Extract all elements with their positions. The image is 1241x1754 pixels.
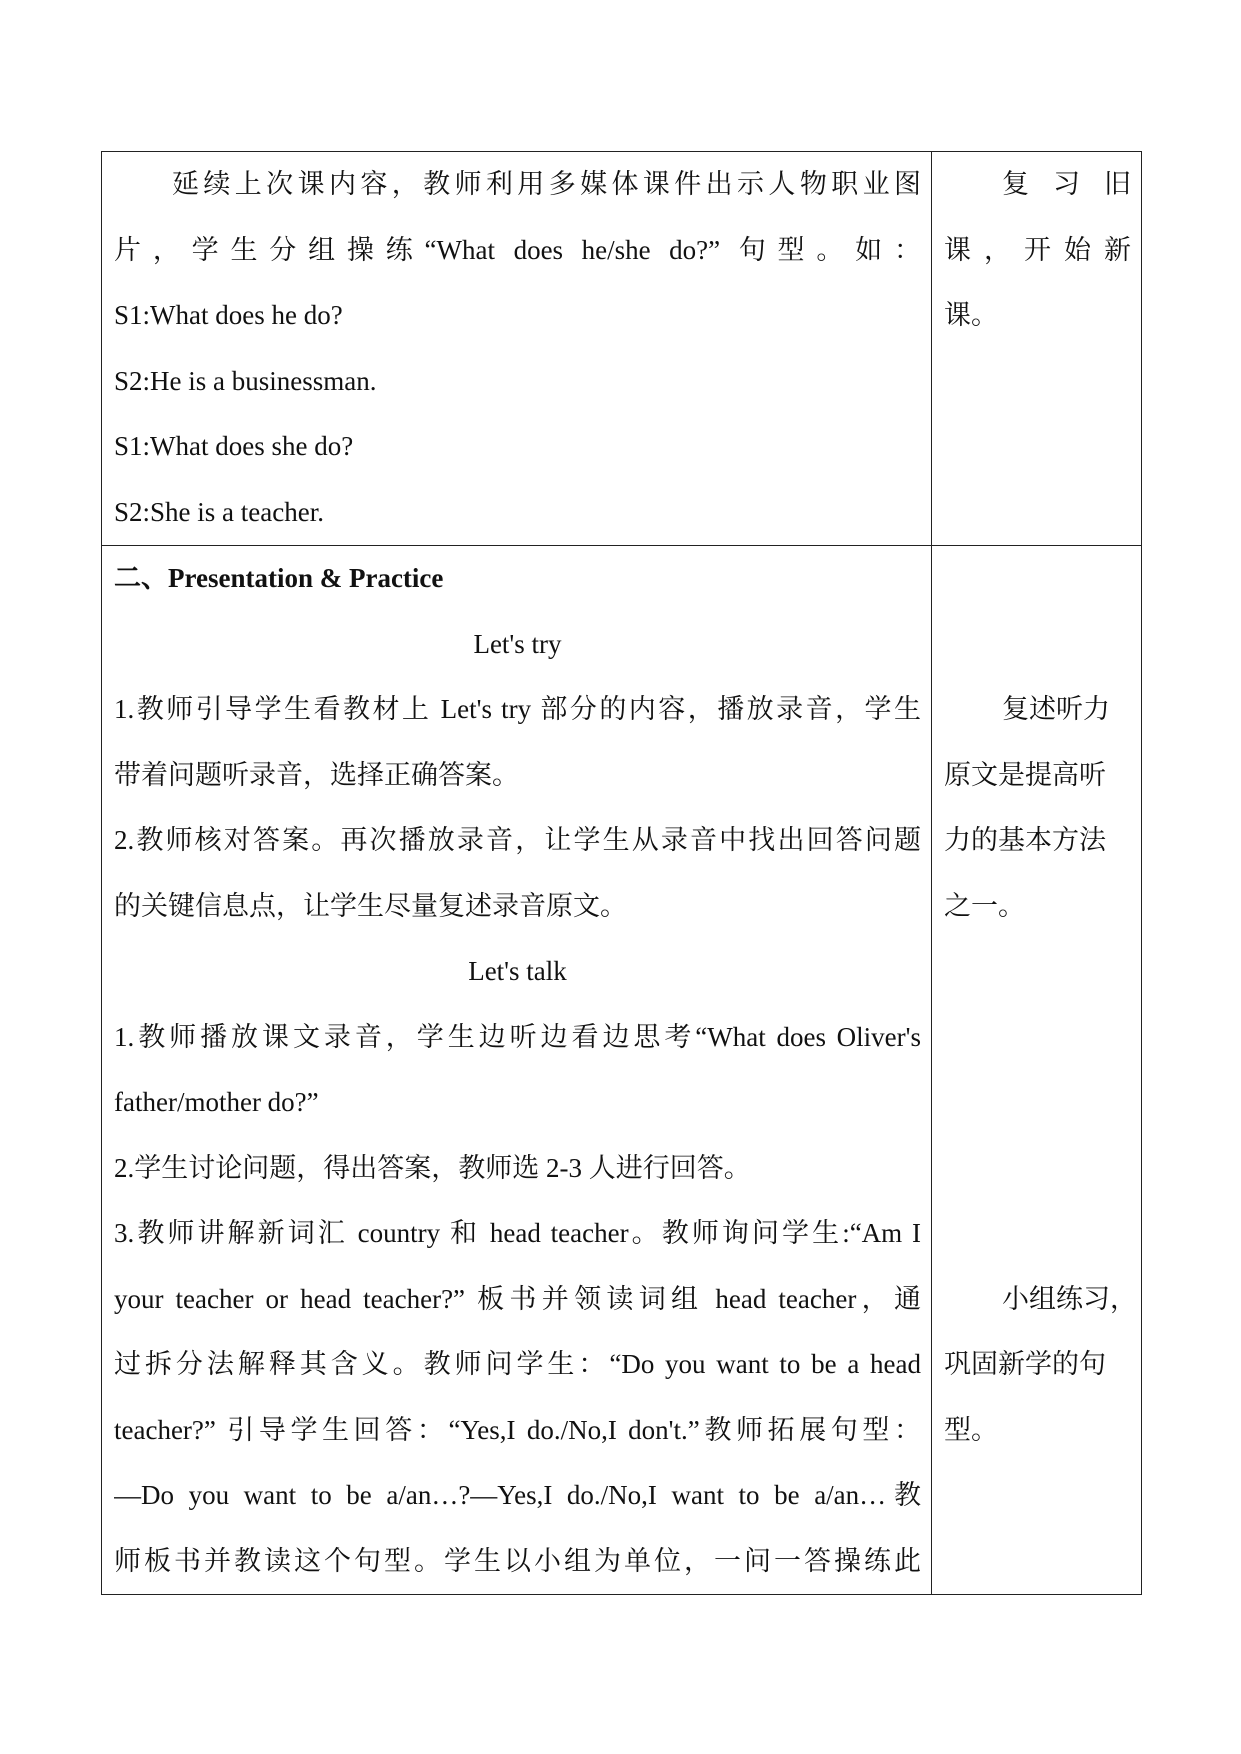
paragraph-line: 延续上次课内容，教师利用多媒体课件出示人物职业图 <box>172 169 921 199</box>
note-line: 力的基本方法 <box>944 825 1106 855</box>
paragraph-line: 2.教师核对答案。再次播放录音，让学生从录音中找出回答问题 <box>114 825 921 855</box>
note-line: 之一。 <box>944 890 1025 921</box>
note-line: 原文是提高听 <box>944 759 1106 790</box>
note-line: 型。 <box>944 1414 998 1445</box>
paragraph-line: teacher?” 引导学生回答：“Yes,I do./No,I don't.”教师拓展句型： <box>114 1414 921 1445</box>
design-intent-cell <box>932 152 1142 546</box>
spacer <box>944 1005 1131 1071</box>
paragraph-line: 片，学生分组操练“What does he/she do?” 句型。如： <box>114 234 921 265</box>
dialogue-line: S1:What does he do? <box>114 300 343 330</box>
subsection-heading: Let's talk <box>468 956 567 986</box>
note-line: 复述听力 <box>1002 694 1110 724</box>
lesson-plan-table <box>101 151 1142 1595</box>
paragraph-line: 3.教师讲解新词汇 country 和 head teacher。教师询问学生:“Am I <box>114 1218 921 1248</box>
note-line: 小组练习， <box>1002 1283 1137 1314</box>
design-intent-cell <box>932 546 1142 1595</box>
paragraph-line: 带着问题听录音，选择正确答案。 <box>114 759 519 790</box>
paragraph-line: —Do you want to be a/an…?—Yes,I do./No,I want to be a/an…教 <box>114 1480 921 1510</box>
procedure-cell <box>102 546 932 1595</box>
note-line: 课 ， 开 始 新 <box>944 234 1131 265</box>
note-line: 课。 <box>944 300 998 330</box>
paragraph-line: 过拆分法解释其含义。教师问学生：“Do you want to be a head <box>114 1349 921 1379</box>
note-line: 复 习 旧 <box>1002 169 1131 199</box>
spacer <box>944 546 1131 612</box>
section-heading: 二、Presentation & Practice <box>114 563 444 593</box>
table-row <box>102 546 1142 1595</box>
spacer <box>944 1136 1131 1202</box>
table-row <box>102 152 1142 546</box>
spacer <box>944 612 1131 678</box>
spacer <box>944 1201 1131 1267</box>
dialogue-line: S1:What does she do? <box>114 431 354 461</box>
paragraph-line: your teacher or head teacher?” 板书并领读词组 head teacher，通 <box>114 1283 921 1314</box>
paragraph-line: 1.教师播放课文录音，学生边听边看边思考“What does Oliver's <box>114 1021 921 1052</box>
procedure-cell <box>102 152 932 546</box>
paragraph-line: 1.教师引导学生看教材上 Let's try 部分的内容，播放录音，学生 <box>114 694 921 724</box>
dialogue-line: S2:She is a teacher. <box>114 496 324 527</box>
spacer <box>944 1070 1131 1136</box>
paragraph-line: 的关键信息点，让学生尽量复述录音原文。 <box>114 890 627 921</box>
subsection-heading: Let's try <box>473 628 562 659</box>
paragraph-line: 师板书并教读这个句型。学生以小组为单位，一问一答操练此 <box>114 1545 921 1576</box>
paragraph-line: father/mother do?” <box>114 1087 319 1117</box>
spacer <box>944 939 1131 1005</box>
note-line: 巩固新学的句 <box>944 1349 1106 1379</box>
dialogue-line: S2:He is a businessman. <box>114 365 377 396</box>
paragraph-line: 2.学生讨论问题，得出答案，教师选 2-3 人进行回答。 <box>114 1152 751 1183</box>
